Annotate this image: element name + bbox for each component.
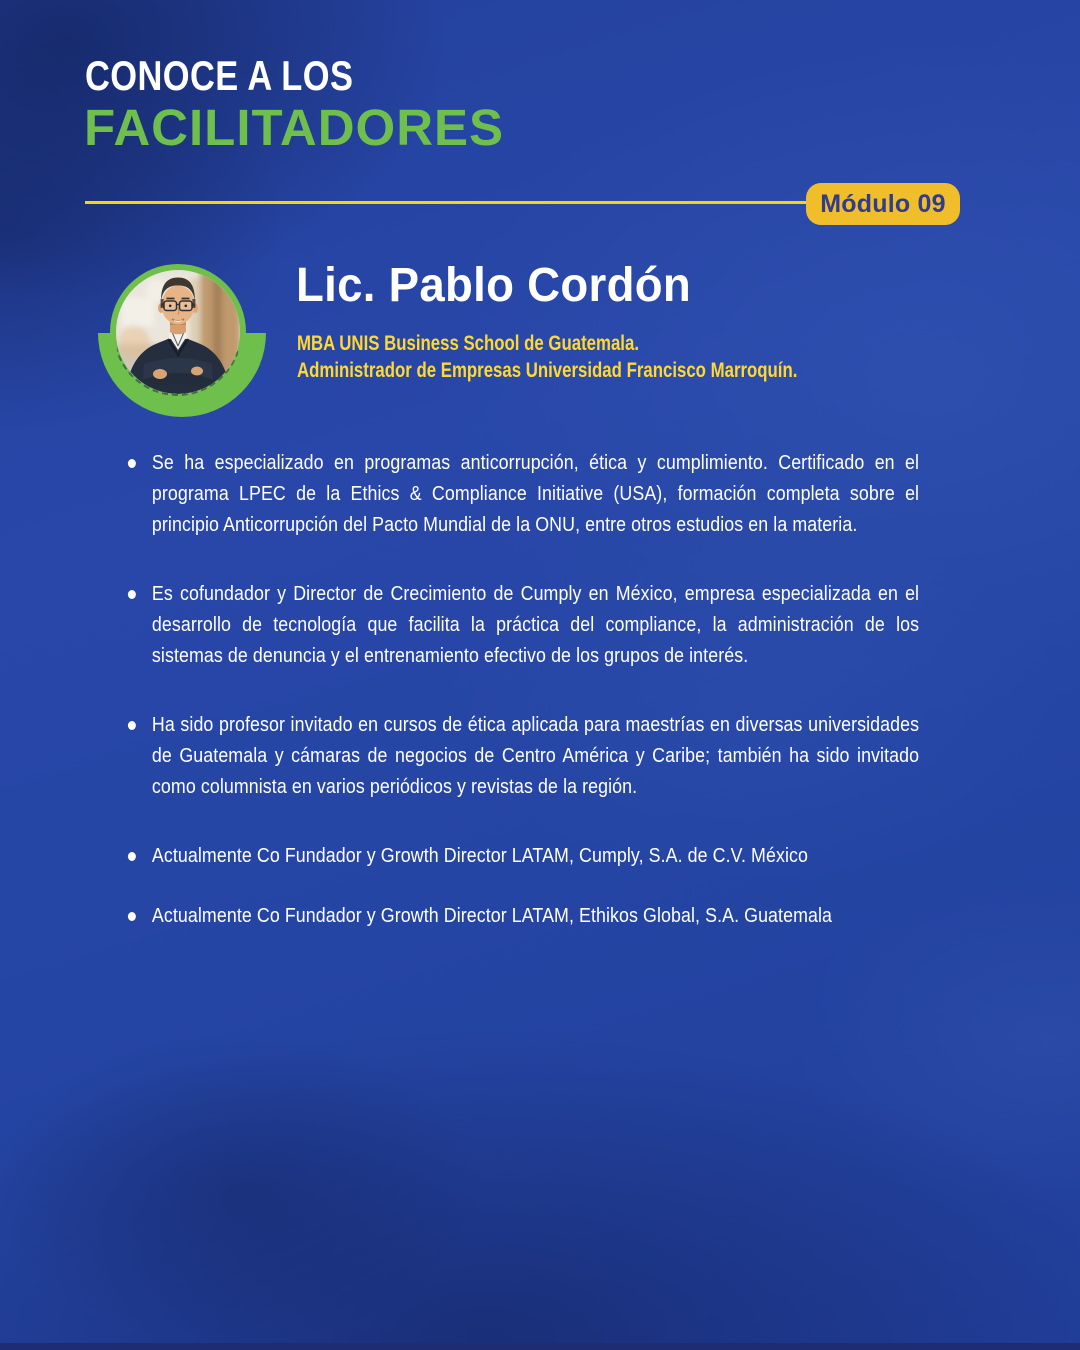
bottom-edge-strip: [0, 1343, 1080, 1350]
bullet-text: Actualmente Co Fundador y Growth Director LATAM, Ethikos Global, S.A. Guatemala: [151, 905, 833, 927]
bullet-dot-icon: [128, 721, 136, 730]
facilitator-photo: [96, 247, 272, 423]
bullet-text: Es cofundador y Director de Crecimiento de Cumply en México, empresa especializada en el desarrollo de tecnología que facilita la práctica del compliance, la administración de los sistemas de denuncia y el entrenamiento efectivo de los grupos de interés.: [151, 583, 920, 667]
bullet-dot-icon: [128, 912, 136, 921]
module-badge-label: Módulo 09: [820, 189, 946, 218]
bio-bullet-list: [127, 448, 919, 932]
bullet-dot-icon: [128, 590, 136, 599]
bullet-text: Actualmente Co Fundador y Growth Director LATAM, Cumply, S.A. de C.V. México: [151, 845, 808, 867]
facilitator-credentials: [297, 330, 797, 384]
bullet-text: Se ha especializado en programas anticorrupción, ética y cumplimiento. Certificado en el programa LPEC de la Ethics & Compliance Initiative (USA), formación completa sobre el principio Anticorrupción del Pacto Mundial de la ONU, entre otros estudios en la materia.: [151, 452, 920, 536]
poster-eyebrow: CONOCE A LOS: [85, 52, 354, 99]
bullet-dot-icon: [128, 459, 136, 468]
portrait-photo: [116, 270, 240, 394]
list-item: [127, 841, 919, 872]
facilitator-name: Lic. Pablo Cordón: [296, 259, 691, 312]
divider-line: [85, 201, 810, 204]
list-item: [127, 710, 919, 803]
list-item: [127, 901, 919, 932]
list-item: [127, 448, 919, 541]
list-item: [127, 579, 919, 672]
credential-line: MBA UNIS Business School de Guatemala.: [297, 332, 639, 355]
bullet-text: Ha sido profesor invitado en cursos de ética aplicada para maestrías en diversas universidades de Guatemala y cámaras de negocios de Centro América y Caribe; también ha sido invitado como columnista en varios periódicos y revistas de la región.: [151, 714, 920, 798]
module-badge: [806, 183, 960, 225]
page-title: FACILITADORES: [84, 99, 505, 156]
bullet-dot-icon: [128, 852, 136, 861]
credential-line: Administrador de Empresas Universidad Francisco Marroquín.: [297, 359, 798, 382]
portrait-illustration: [116, 270, 240, 394]
